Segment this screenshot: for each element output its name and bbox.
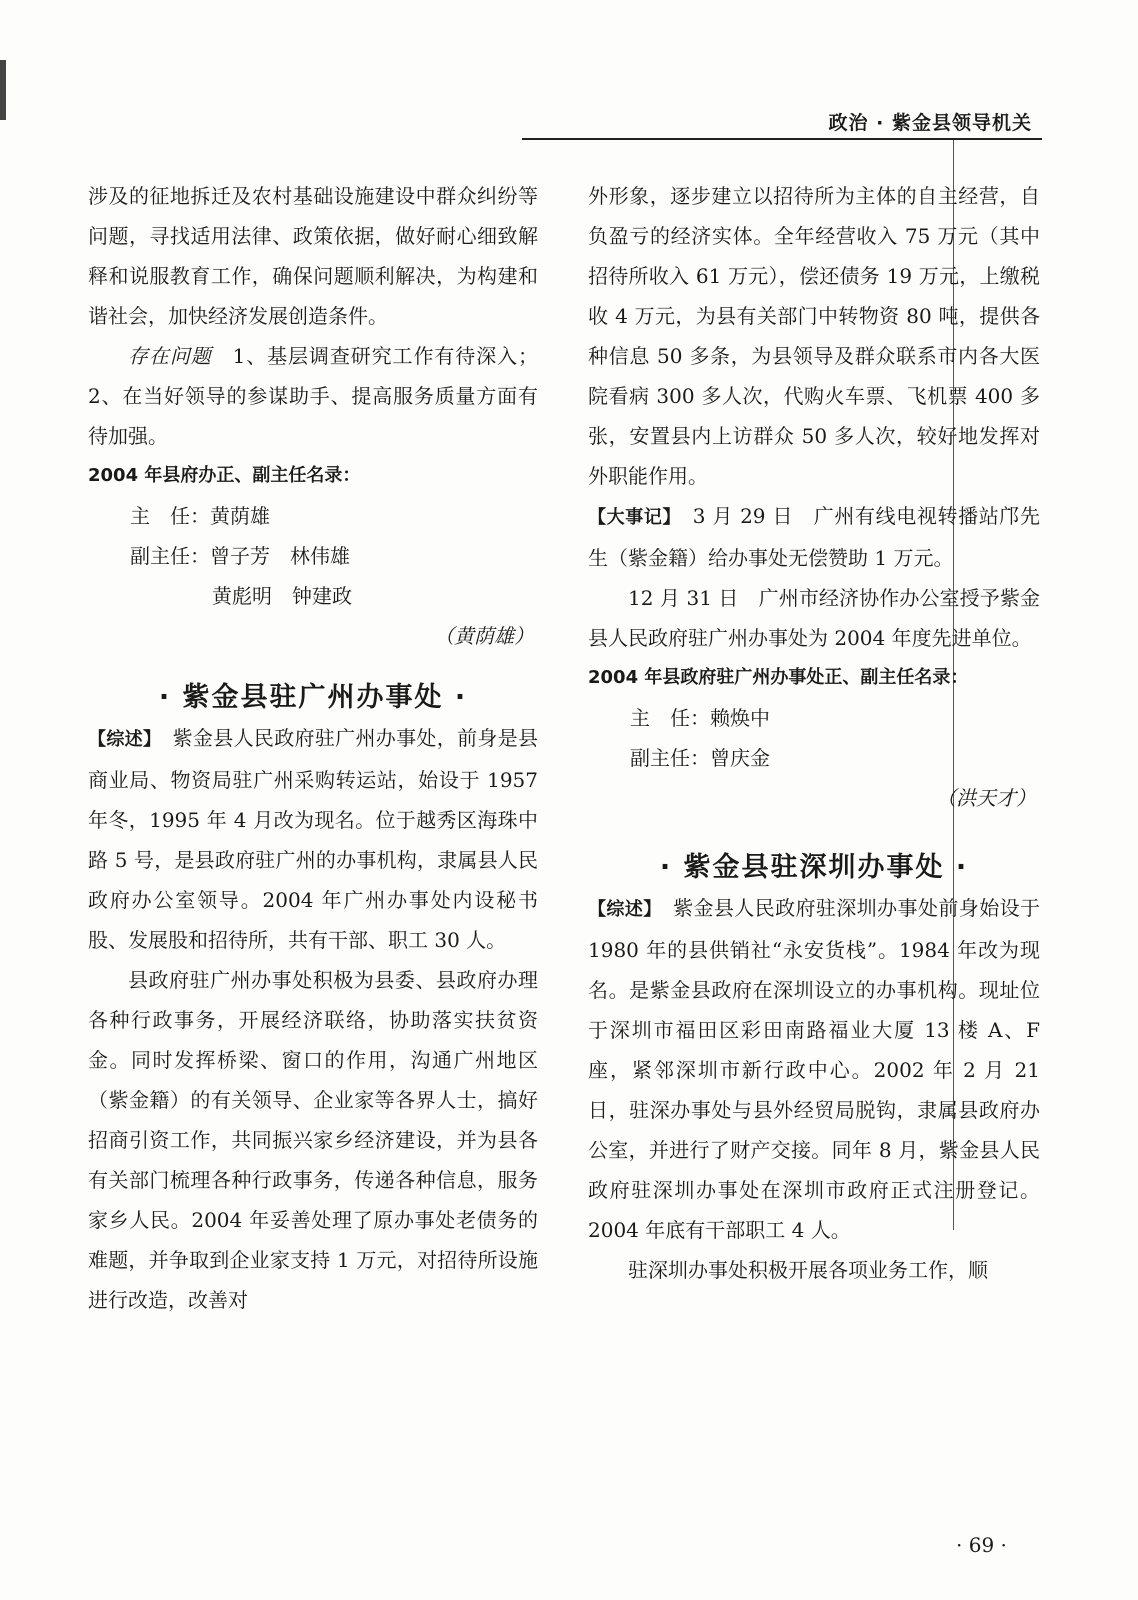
header-rule [522,138,1042,140]
summary-paragraph [88,718,538,960]
roster-deputy-line2: 黄彪明 钟建政 [212,584,352,608]
right-column [588,176,1040,1290]
issues-paragraph [88,336,538,456]
paragraph-continued: 涉及的征地拆迁及农村基础设施建设中群众纠纷等问题，寻找适用法律、政策依据，做好耐心细致解释和说服教育工作，确保问题顺利解决，为构建和谐社会，加快经济发展创造条件。 [88,184,538,328]
issues-label: 存在问题 [128,344,212,368]
roster-director: 主 任：黄荫雄 [130,504,270,528]
events-label: 【大事记】 [588,507,673,528]
work-paragraph: 县政府驻广州办事处积极为县委、县政府办理各种行政事务，开展经济联络，协助落实扶贫资金。同时发挥桥梁、窗口的作用，沟通广州地区（紫金籍）的有关领导、企业家等各界人士，搞好招商引资工作，共同振兴家乡经济建设，并为县各有关部门梳理各种行政事务，传递各种信息，服务家乡人民。2004 年妥善处理了原办事处老债务的难题，并争取到企业家支持 1 万元，对招待所设施进行改造，改善对 [88,968,538,1312]
page-number: · 69 · [956,1533,1007,1557]
summary-text: 紫金县人民政府驻广州办事处，前身是县商业局、物资局驻广州采购转运站，始设于 1957 年冬，1995 年 4 月改为现名。位于越秀区海珠中路 5 号，是县政府驻广州的办事机构，隶属县人民政府办公室领导。2004 年广州办事处内设秘书股、发展股和招待所，共有干部、职工 30 人。 [88,726,539,952]
paragraph-continued: 外形象，逐步建立以招待所为主体的自主经营，自负盈亏的经济实体。全年经营收入 75 万元（其中招待所收入 61 万元），偿还债务 19 万元，上缴税收 4 万元，为县有关部门中转物资 80 吨，提供各种信息 50 多条，为县领导及群众联系市内各大医院看病 300 多人次，代购火车票、飞机票 400 多张，安置县内上访群众 50 多人次，较好地发挥对外职能作用。 [588,184,1040,488]
scan-edge-mark [0,60,6,120]
roster-deputy: 副主任：曾庆金 [630,746,770,770]
summary-paragraph [588,888,1040,1250]
summary-text: 紫金县人民政府驻深圳办事处前身始设于 1980 年的县供销社“永安货栈”。1984 年改为现名。是紫金县政府在深圳设立的办事机构。现址位于深圳市福田区彩田南路福业大厦 13 楼 A、F 座，紧邻深圳市新行政中心。2002 年 2 月 21 日，驻深办事处与县外经贸局脱钩，隶属县政府办公室，并进行了财产交接。同年 8 月，紫金县人民政府驻深圳办事处在深圳市政府正式注册登记。2004 年底有干部职工 4 人。 [588,896,1041,1242]
author-credit: （洪天才） [936,786,1036,810]
last-paragraph: 驻深圳办事处积极开展各项业务工作，顺 [628,1258,988,1282]
summary-label: 【综述】 [88,729,153,750]
roster-deputy-line1: 副主任：曾子芳 林伟雄 [130,544,350,568]
author-credit: （黄荫雄） [434,624,534,648]
section-title-guangzhou: · 紫金县驻广州办事处 · [158,682,468,713]
roster-director: 主 任：赖焕中 [630,706,770,730]
events-paragraph [588,496,1040,578]
event-2: 12 月 31 日 广州市经济协作办公室授予紫金县人民政府驻广州办事处为 2004 年度先进单位。 [588,586,1040,650]
section-title-shenzhen: · 紫金县驻深圳办事处 · [659,852,969,883]
summary-label: 【综述】 [588,899,653,920]
issues-text: 1、基层调查研究工作有待深入；2、在当好领导的参谋助手、提高服务质量方面有待加强。 [88,344,539,448]
running-header: 政治 · 紫金县领导机关 [828,112,1032,134]
roster-title: 2004 年县府办正、副主任名录： [88,465,361,486]
roster-title: 2004 年县政府驻广州办事处正、副主任名录： [588,667,969,688]
event-1: 3 月 29 日 广州有线电视转播站邝先生（紫金籍）给办事处无偿赞助 1 万元。 [588,504,1040,570]
left-column [88,176,538,1320]
